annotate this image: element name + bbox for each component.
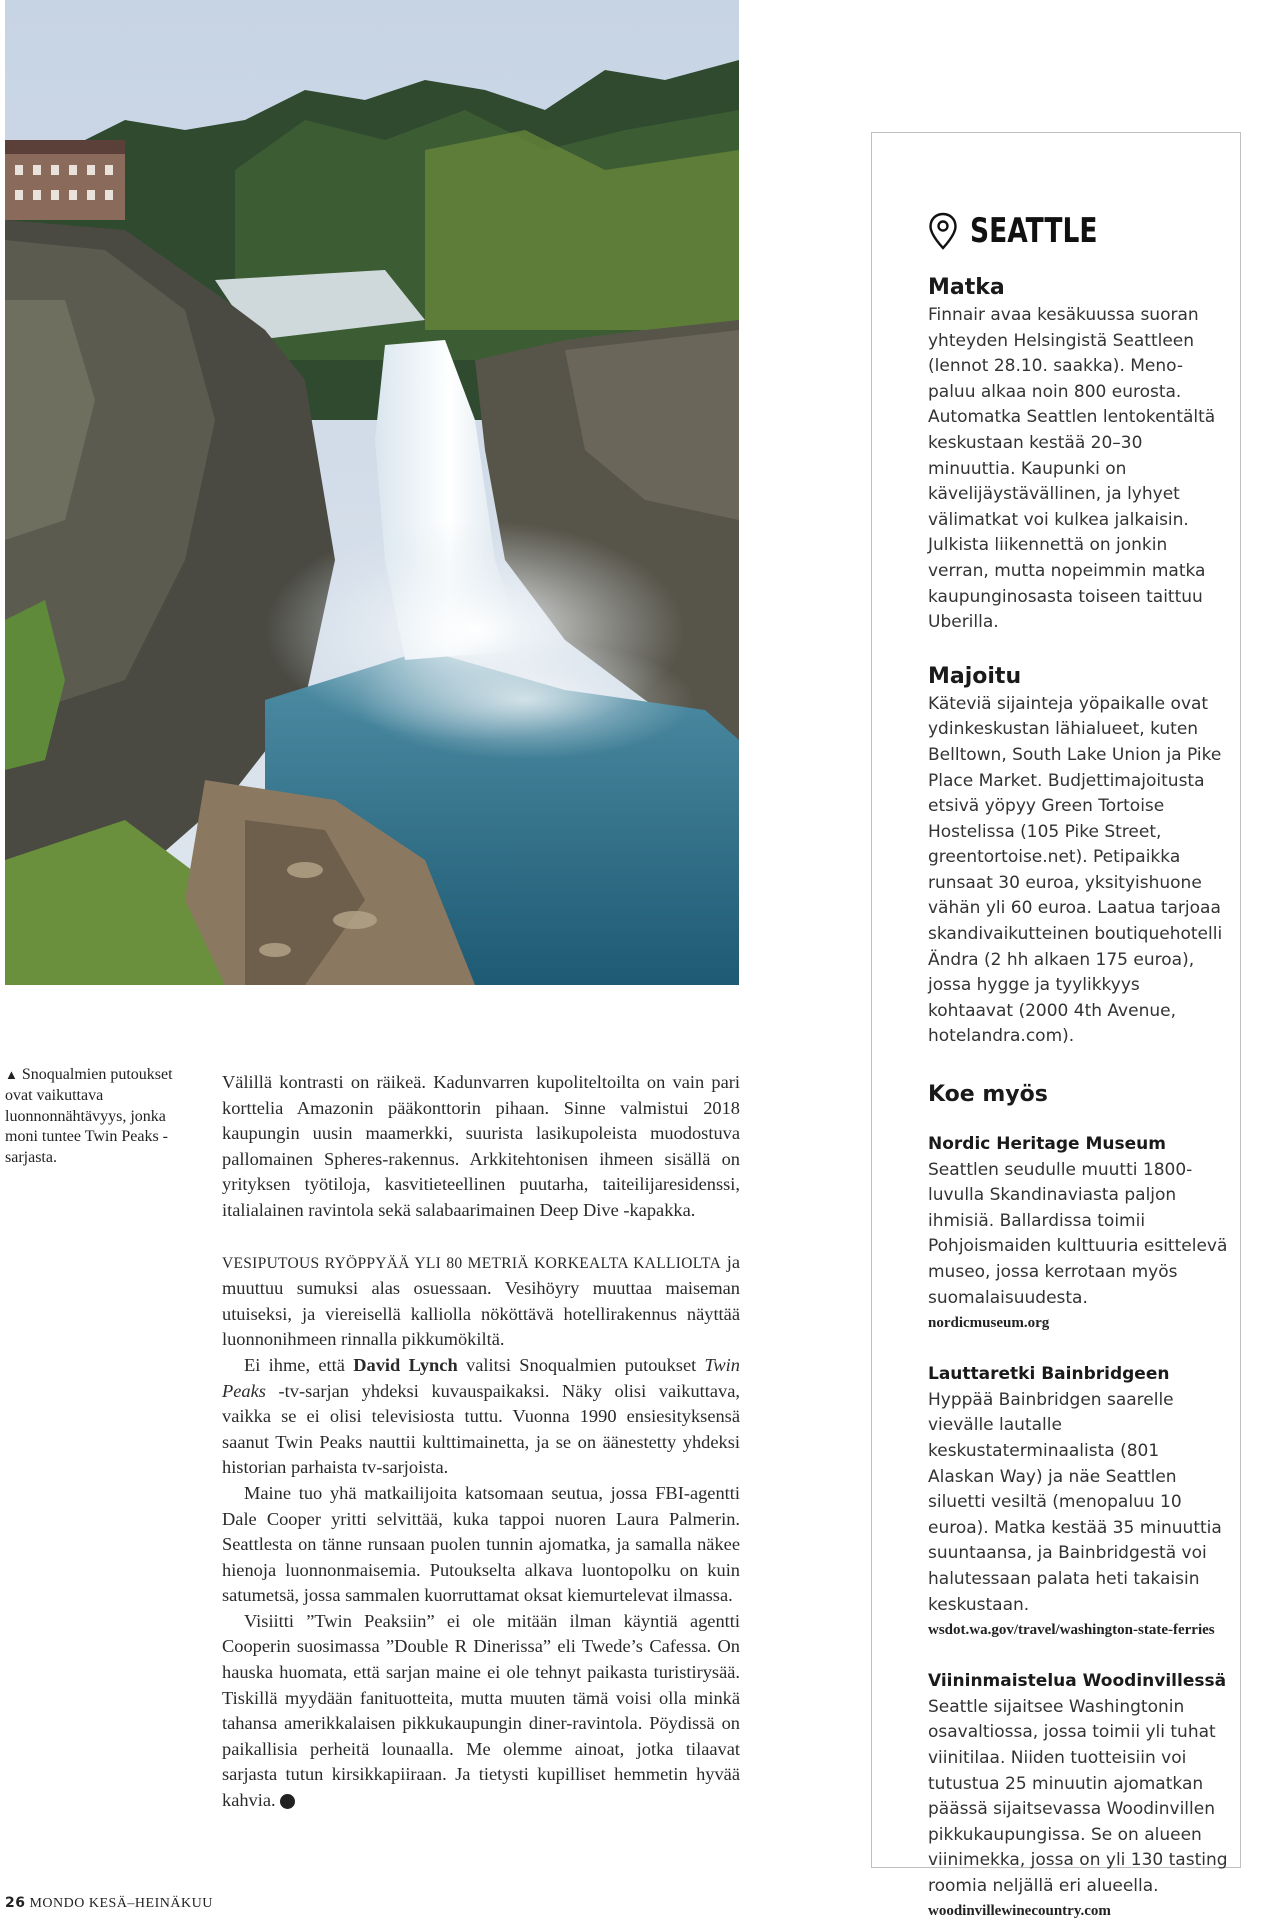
infobox-title [928, 211, 1133, 251]
person-name: David Lynch [353, 1354, 458, 1375]
tip-text: Seattlen seudulle muutti 1800-luvulla Skandinaviasta paljon ihmisiä. Ballardissa toimii Pohjoismaiden kulttuuria esittelevä museo, jossa kerrotaan myös suomalaisuudesta. [928, 1159, 1228, 1308]
tip-url[interactable]: nordicmuseum.org [928, 1315, 1050, 1332]
info-box [871, 132, 1241, 1920]
tip-text: Seattle sijaitsee Washingtonin osavaltiossa, jossa toimii yli tuhat viinitilaa. Niiden tuotteisiin voi tutustua 25 minuutin ajomatkan päässä sijaitsevassa Woodinvillen pikkukaupungissa. Se on alueen viinimekka, jossa on yli 130 tasting roomia neljällä eri alueella. [928, 1696, 1228, 1896]
paragraph-lead: VESIPUTOUS RYÖPPYÄÄ YLI 80 METRIÄ KORKEALTA KALLIOLTA [222, 1254, 722, 1272]
page-footer [5, 1895, 213, 1912]
mondo-logo-icon: M [280, 1794, 295, 1809]
section-text: Käteviä sijainteja yöpaikalle ovat ydinkeskustan lähialueet, kuten Belltown, South Lake Union ja Pike Place Market. Budjettimajoitusta etsivä yöpyy Green Tortoise Hostelissa (105 Pike Street, greentortoise.net). Petipaikka runsaat 30 euroa, yksityishuone vähän yli 60 euroa. Laatua tarjoaa skandivaikutteinen boutiquehotelli Ändra (2 hh alkaen 175 euroa), jossa hygge ja tyylikkyys kohtaavat (2000 4th Avenue, hotelandra.com). [928, 693, 1223, 1047]
article-paragraph: VESIPUTOUS RYÖPPYÄÄ YLI 80 METRIÄ KORKEALTA KALLIOLTA ja muuttuu sumuksi alas osuessaan. Vesihöyry muuttaa maiseman utuiseksi, ja viereisellä kalliolla nököttävä hotellirakennus näyttää luonnonihmeen rinnalla pikkumökiltä. [222, 1251, 740, 1350]
section-text: Finnair avaa kesäkuussa suoran yhteyden Helsingistä Seattleen (lennot 28.10. saakka). Meno-paluu alkaa noin 800 eurosta. Automatka Seattlen lentokentältä keskustaan kestää 20–30 minuuttia. Kaupunki on kävelijäystävällinen, ja lyhyet välimatkat voi kulkea jalkaisin. Julkista liikennettä on jonkin verran, mutta nopeimmin matka kaupunginosasta toiseen taittuu Uberilla. [928, 305, 1216, 633]
article-paragraph: Visiitti ”Twin Peaksiin” ei ole mitään ilman käyntiä agentti Cooperin suosimassa ”Double R Dinerissa” eli Twede’s Cafessa. On hauska huomata, että sarjan maine ei ole tehnyt paikasta turistirysää. Tiskillä myydään fanituotteita, mutta muuten tämä voisi olla minkä tahansa amerikkalaisen pikkukaupungin diner-ravintola. Pöydissä on paikallisia perheitä lounaalla. Me olemme ainoat, jotka tilaavat sarjasta tutun kirsikkapiiraan. Ja tietysti kupilliset hemmetin hyvää kahvia. M [222, 1610, 740, 1811]
waterfall-photo [5, 0, 739, 985]
tip-item [928, 1669, 1228, 1924]
article-paragraph: Ei ihme, että David Lynch valitsi Snoqualmien putoukset Twin Peaks -tv-sarjan yhdeksi kuvauspaikaksi. Näky olisi vaikuttava, vaikka se ei olisi televisiosta tuttu. Vuonna 1990 ensiesityksensä saanut Twin Peaks nauttii kulttimainetta, ja se on äänestetty yhdeksi historian parhaista tv-sarjoista. [222, 1354, 740, 1478]
section-majoitu [928, 662, 1228, 1050]
location-pin-icon [928, 212, 958, 250]
tip-title: Lauttaretki Bainbridgeen [928, 1364, 1170, 1385]
tip-item [928, 1132, 1228, 1336]
tip-item [928, 1362, 1228, 1643]
caption-text: Snoqualmien putoukset ovat vaikuttava luonnonnähtävyys, jonka moni tuntee Twin Peaks -sarjasta. [5, 1066, 173, 1167]
page-number: 26 [5, 1895, 26, 1911]
tip-text: Hyppää Bainbridgen saarelle vievälle lautalle keskustaterminaalista (801 Alaskan Way) ja näe Seattlen siluetti vesiltä (menopaluu 10 euroa). Matka kestää 35 minuuttia suuntaansa, ja Bainbridgestä voi halutessaan palata heti takaisin keskustaan. [928, 1389, 1222, 1615]
infobox-title-text: SEATTLE [970, 211, 1098, 251]
tip-title: Viininmaistelua Woodinvillessä [928, 1671, 1227, 1692]
koe-myos-heading: Koe myös [928, 1082, 1048, 1108]
infobox-content [928, 273, 1228, 1924]
magazine-issue: MONDO KESÄ–HEINÄKUU [29, 1896, 213, 1911]
section-matka [928, 273, 1228, 636]
series-title: Twin Peaks [222, 1354, 740, 1401]
article-body [222, 1070, 740, 1814]
tip-url[interactable]: wsdot.wa.gov/travel/washington-state-ferries [928, 1622, 1215, 1639]
caption-marker-icon: ▲ [5, 1067, 18, 1082]
photo-caption [5, 1065, 175, 1169]
article-paragraph: Välillä kontrasti on räikeä. Kadunvarren kupoliteltoilta on vain pari korttelia Amazonin pääkonttorin pihaan. Sinne valmistui 2018 kaupungin uusin maamerkki, suurista lasikupoleista muodostuva pallomainen Spheres-rakennus. Arkkitehtonisen ihmeen sisällä on yrityksen työtiloja, kasvitieteellinen puutarha, taiteilijaresidenssi, italialainen ravintola sekä salabaarimainen Deep Dive -kapakka. [222, 1072, 740, 1220]
article-paragraph: Maine tuo yhä matkailijoita katsomaan seutua, jossa FBI-agentti Dale Cooper yritti selvittää, kuka tappoi nuoren Laura Palmerin. Seattlesta on tänne runsaan puolen tunnin ajomatka, ja samalla näkee hienoja luonnonmaisemia. Putoukselta alkava luontopolku on kuin satumetsä, jossa sammalen kuorruttamat oksat kiemurtelevat ilmassa. [222, 1482, 740, 1606]
tip-title: Nordic Heritage Museum [928, 1134, 1166, 1155]
section-heading: Matka [928, 275, 1005, 300]
section-heading: Majoitu [928, 663, 1022, 689]
tip-url[interactable]: woodinvillewinecountry.com [928, 1903, 1111, 1920]
